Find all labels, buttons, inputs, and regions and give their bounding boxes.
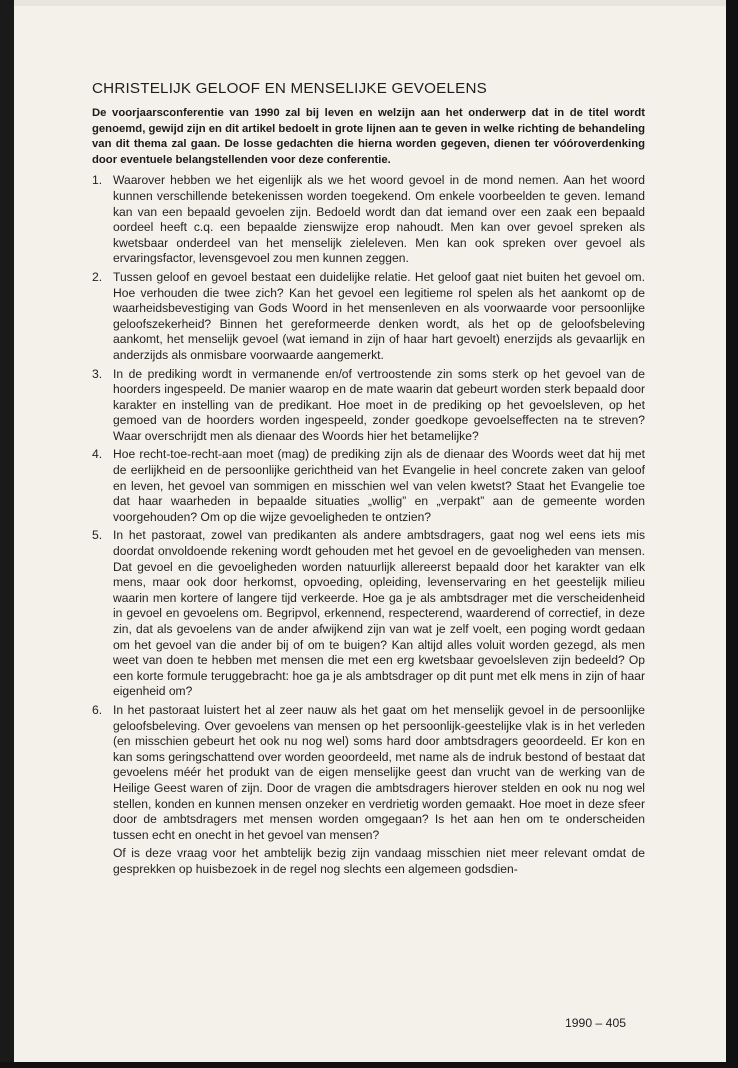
item-number: 1. [92, 173, 103, 188]
item-number: 5. [92, 528, 103, 543]
list-item [92, 528, 645, 700]
article-title: CHRISTELIJK GELOOF EN MENSELIJKE GEVOELENS [92, 80, 487, 97]
page-number: 1990 – 405 [565, 1016, 626, 1030]
scan-right-border [726, 0, 738, 1068]
item-text: In het pastoraat luistert het al zeer nauw als het gaat om het menselijk gevoel in de persoonlijke geloofsbeleving. Over gevoelens van mensen op het persoonlijk-geestelijke vlak is in het verleden (en misschien gebeurt het ook nu nog wel) soms hard door ambtsdragers geoordeeld. Er kon en kan soms geringschattend over worden geoordeeld, met name als de indruk bestond of bestaat dat gevoelens méér het produkt van de eigen menselijke geest dan vrucht van de werking van de Heilige Geest waren of zijn. Door de vragen die ambtsdragers hierover stelden en ook nu nog wel stellen, konden en kunnen mensen onzeker en verdrietig worden gemaakt. Hoe moet in deze sfeer door de ambtsdragers met mensen worden omgegaan? Is het aan hen om te onderscheiden tussen echt en onecht in het gevoel van mensen? [113, 702, 645, 842]
item-text: In het pastoraat, zowel van predikanten als andere ambtsdragers, gaat nog wel eens iets mis doordat onvoldoende rekening wordt gehouden met het gevoel en de gevoeligheden van mensen. Dat gevoel en die gevoeligheden worden natuurlijk allereerst bepaald door het karakter van elk mens, maar ook door herkomst, opvoeding, opleiding, levenservaring en het geestelijk milieu waarin men kortere of langere tijd verkeerde. Hoe ga je als ambtsdrager met die verscheidenheid in gevoel en gevoelens om. Begripvol, erkennend, respecterend, waarderend of correctief, in deze zin, dat als gevoelens van de ander afwijkend zijn van wat je zelf voelt, een poging wordt gedaan om het gevoel van die ander bij of om te buigen? Kan altijd alles voluit worden gezegd, als men weet van doen te hebben met mensen die met een erg kwetsbaar gevoelsleven zijn bedeeld? Op een korte formule teruggebracht: hoe ga je als ambtsdrager op dit punt met elk mens in zijn of haar eigenheid om? [113, 528, 645, 699]
item-number: 6. [92, 702, 103, 717]
numbered-list [92, 173, 645, 843]
page-top-edge [14, 0, 726, 6]
item-text: Hoe recht-toe-recht-aan moet (mag) de prediking zijn als de dienaar des Woords weet dat hij met de eerlijkheid en de persoonlijke gerichtheid van het Evangelie in heel concrete zaken van geloof en leven, het gevoel van sommigen en misschien wel van velen kwetst? Staat het Evangelie toe dat haar waarheden in bepaalde situaties „wollig” en „verpakt” aan de gemeente worden voorgehouden? Om op die wijze gevoeligheden te ontzien? [113, 447, 645, 524]
scan-bottom-border [0, 1062, 738, 1068]
item-number: 2. [92, 269, 103, 284]
item-text: In de prediking wordt in vermanende en/of vertroostende zin soms sterk op het gevoel van de hoorders ingespeeld. De manier waarop en de mate waarin dat gebeurt worden sterk bepaald door karakter en instelling van de predikant. Hoe moet in de prediking op het gevoelsleven, op het gemoed van de hoorders worden ingespeeld, zonder goedkope gevoelseffecten na te streven? Waar overschrijdt men als dienaar des Woords hier het betamelijke? [113, 366, 645, 443]
item-number: 3. [92, 366, 103, 381]
item-text: Waarover hebben we het eigenlijk als we het woord gevoel in de mond nemen. Aan het woord kunnen verschillende betekenissen worden toegekend. Om enkele voorbeelden te geven. Iemand kan van een bepaald gevoelen zijn. Bedoeld wordt dan dat iemand over een zaak een bepaald oordeel heeft c.q. een bepaalde zienswijze erop nahoudt. Men kan over gevoel spreken als kwetsbaar onderdeel van het menselijk zieleleven. Men kan ook spreken over gevoel als ervaringsfactor, levensgevoel zou men kunnen zeggen. [113, 173, 645, 266]
list-item [92, 447, 645, 525]
list-item [92, 703, 645, 843]
list-item [92, 173, 645, 267]
list-item [92, 367, 645, 445]
item-6-continuation: Of is deze vraag voor het ambtelijk bezig zijn vandaag misschien niet meer relevant omdat de gesprekken op huisbezoek in de regel nog slechts een algemeen godsdien- [113, 846, 645, 876]
article-intro: De voorjaarsconferentie van 1990 zal bij leven en welzijn aan het onderwerp dat in de titel wordt genoemd, gewijd zijn en dit artikel bedoelt in grote lijnen aan te geven in welke richting de behandeling van dit thema zal gaan. De losse gedachten die hierna worden gegeven, dienen ter vóóroverdenking door eventuele belangstellenden voor deze conferentie. [92, 107, 646, 166]
item-text: Tussen geloof en gevoel bestaat een duidelijke relatie. Het geloof gaat niet buiten het gevoel om. Hoe verhouden die twee zich? Kan het gevoel een legitieme rol spelen als het aankomt op de waarheidsbevestiging van Gods Woord in het mensenleven en als voorwaarde voor persoonlijke geloofszekerheid? Binnen het gereformeerde denken wordt, als het op de geloofsbeleving aankomt, het menselijk gevoel (wat iemand in zijn of haar hart gevoelt) enerzijds als gevaarlijk en anderzijds als onmisbare voorwaarde aangemerkt. [113, 269, 645, 362]
list-item [92, 270, 645, 364]
item-number: 4. [92, 447, 103, 462]
article-body [92, 80, 645, 878]
